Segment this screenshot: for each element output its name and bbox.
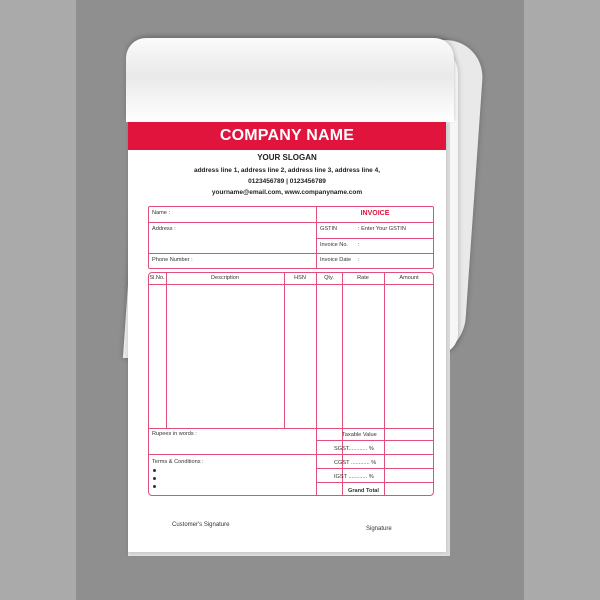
- igst-label: IGST ............ %: [334, 474, 374, 480]
- table-header-line: [148, 284, 434, 285]
- details-row-line: [148, 222, 434, 223]
- footer-line: [316, 482, 434, 483]
- details-row-line: [148, 253, 434, 254]
- col-header-rate: Rate: [357, 275, 369, 281]
- terms-label: Terms & Conditions :: [152, 459, 204, 465]
- col-divider: [384, 272, 385, 496]
- gstin-label: GSTIN: [320, 226, 338, 232]
- footer-line: [316, 468, 434, 469]
- name-label: Name :: [152, 210, 171, 216]
- page-curl: [126, 38, 454, 122]
- customer-signature-label: Customer's Signature: [172, 522, 230, 528]
- invoice-date-label: Invoice Date: [320, 257, 352, 263]
- cgst-label: CGST ............ %: [334, 460, 377, 466]
- col-header-hsn: HSN: [294, 275, 306, 281]
- invoice-sheet: [128, 122, 446, 552]
- col-header-description: Description: [211, 275, 239, 281]
- contact-line: yourname@email.com, www.companyname.com: [211, 189, 363, 196]
- gstin-value: : Enter Your GSTIN: [358, 226, 406, 232]
- details-row-line: [316, 238, 434, 239]
- terms-bullet: [153, 469, 156, 472]
- phone-line: 0123456789 | 0123456789: [248, 178, 326, 185]
- col-header-qty: Qty.: [324, 275, 334, 281]
- company-name-banner: COMPANY NAME: [128, 122, 446, 150]
- col-divider: [316, 272, 317, 428]
- pad-edge-right: [446, 122, 450, 556]
- invoice-date-value: :: [358, 257, 360, 263]
- phone-label: Phone Number :: [152, 257, 193, 263]
- terms-bullet: [153, 477, 156, 480]
- invoice-no-value: :: [358, 242, 360, 248]
- col-header-slno: Sl.No.: [149, 275, 165, 281]
- footer-line: [148, 454, 434, 455]
- terms-bullet: [153, 485, 156, 488]
- taxable-value-label: Taxable Value: [342, 432, 377, 438]
- invoice-title: INVOICE: [360, 210, 390, 217]
- footer-line: [316, 440, 434, 441]
- sgst-label: SGST............ %: [334, 446, 374, 452]
- footer-divider: [316, 428, 317, 496]
- pad-edge-bottom: [128, 552, 446, 556]
- col-header-amount: Amount: [399, 275, 419, 281]
- rupees-in-words-label: Rupees in words :: [152, 431, 197, 437]
- invoice-no-label: Invoice No.: [320, 242, 348, 248]
- col-divider: [284, 272, 285, 428]
- signature-label: Signature: [366, 526, 392, 532]
- slogan: YOUR SLOGAN: [257, 153, 317, 162]
- address-line: address line 1, address line 2, address line 3, address line 4,: [193, 167, 381, 174]
- footer-line: [148, 428, 434, 429]
- address-label: Address :: [152, 226, 176, 232]
- grand-total-label: Grand Total: [348, 488, 379, 494]
- col-divider: [166, 272, 167, 428]
